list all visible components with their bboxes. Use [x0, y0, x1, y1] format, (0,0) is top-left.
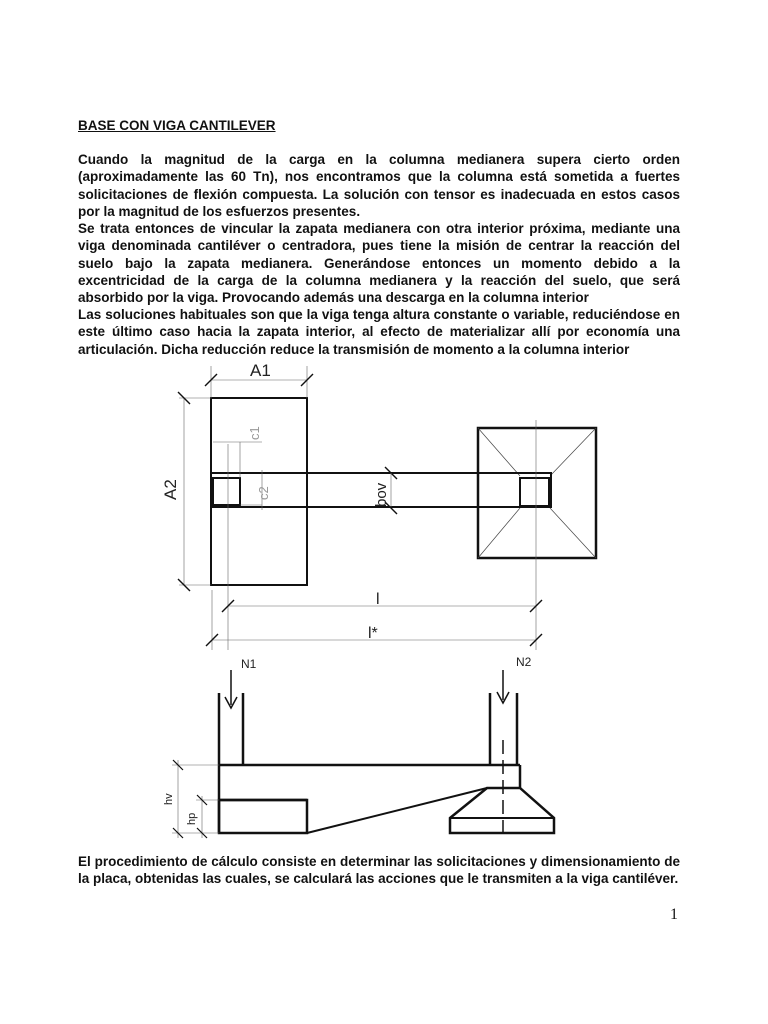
column-interior: [520, 478, 549, 506]
interior-footing-section: [450, 788, 554, 833]
page-number: 1: [670, 906, 678, 923]
label-c2: c2: [256, 486, 271, 500]
label-n1: N1: [241, 657, 257, 671]
label-hv: hv: [163, 793, 175, 805]
label-hp: hp: [186, 812, 198, 825]
paragraph-1: Cuando la magnitud de la carga en la columna medianera supera cierto orden (aproximadamente las 60 Tn), nos encontramos que la columna está sometida a fuertes solicitaciones de flexión compuesta. La solución con tensor es inadecuada en estos casos por la magnitud de los esfuerzos presentes.: [78, 152, 680, 219]
label-l-star: l*: [368, 625, 378, 642]
paragraph-3: Las soluciones habituales son que la viga tenga altura constante o variable, reduciéndose en este último caso hacia la zapata interior, al efecto de materializar allí por economía una articulación. Dicha reducción reduce la transmisión de momento a la columna interior: [78, 307, 680, 357]
label-c1: c1: [247, 426, 262, 440]
medianera-plate: [219, 800, 307, 833]
label-a1: A1: [250, 361, 271, 380]
paragraph-4: El procedimiento de cálculo consiste en determinar las solicitaciones y dimensionamiento de la placa, obtenidas las cuales, se calculará las acciones que le transmiten a la viga cantiléver.: [78, 854, 680, 887]
label-bov: bov: [373, 482, 390, 507]
paragraph-2: Se trata entonces de vincular la zapata medianera con otra interior próxima, mediante una viga denominada cantiléver o centradora, pues tiene la misión de centrar la reacción del suelo bajo la zapata medianera. Generándose entonces un momento debido a la excentricidad de la carga de la columna medianera y la reacción del suelo, que será absorbido por la viga. Provocando además una descarga en la columna interior: [78, 221, 680, 306]
label-a2: A2: [161, 479, 180, 500]
column-medianera: [213, 478, 240, 505]
label-l: l: [376, 591, 380, 608]
interior-footing-diagonals: [478, 428, 596, 558]
plan-view: [178, 366, 596, 650]
label-n2: N2: [516, 655, 532, 669]
section-heading: BASE CON VIGA CANTILEVER: [78, 118, 276, 133]
elevation-view: [172, 670, 554, 838]
